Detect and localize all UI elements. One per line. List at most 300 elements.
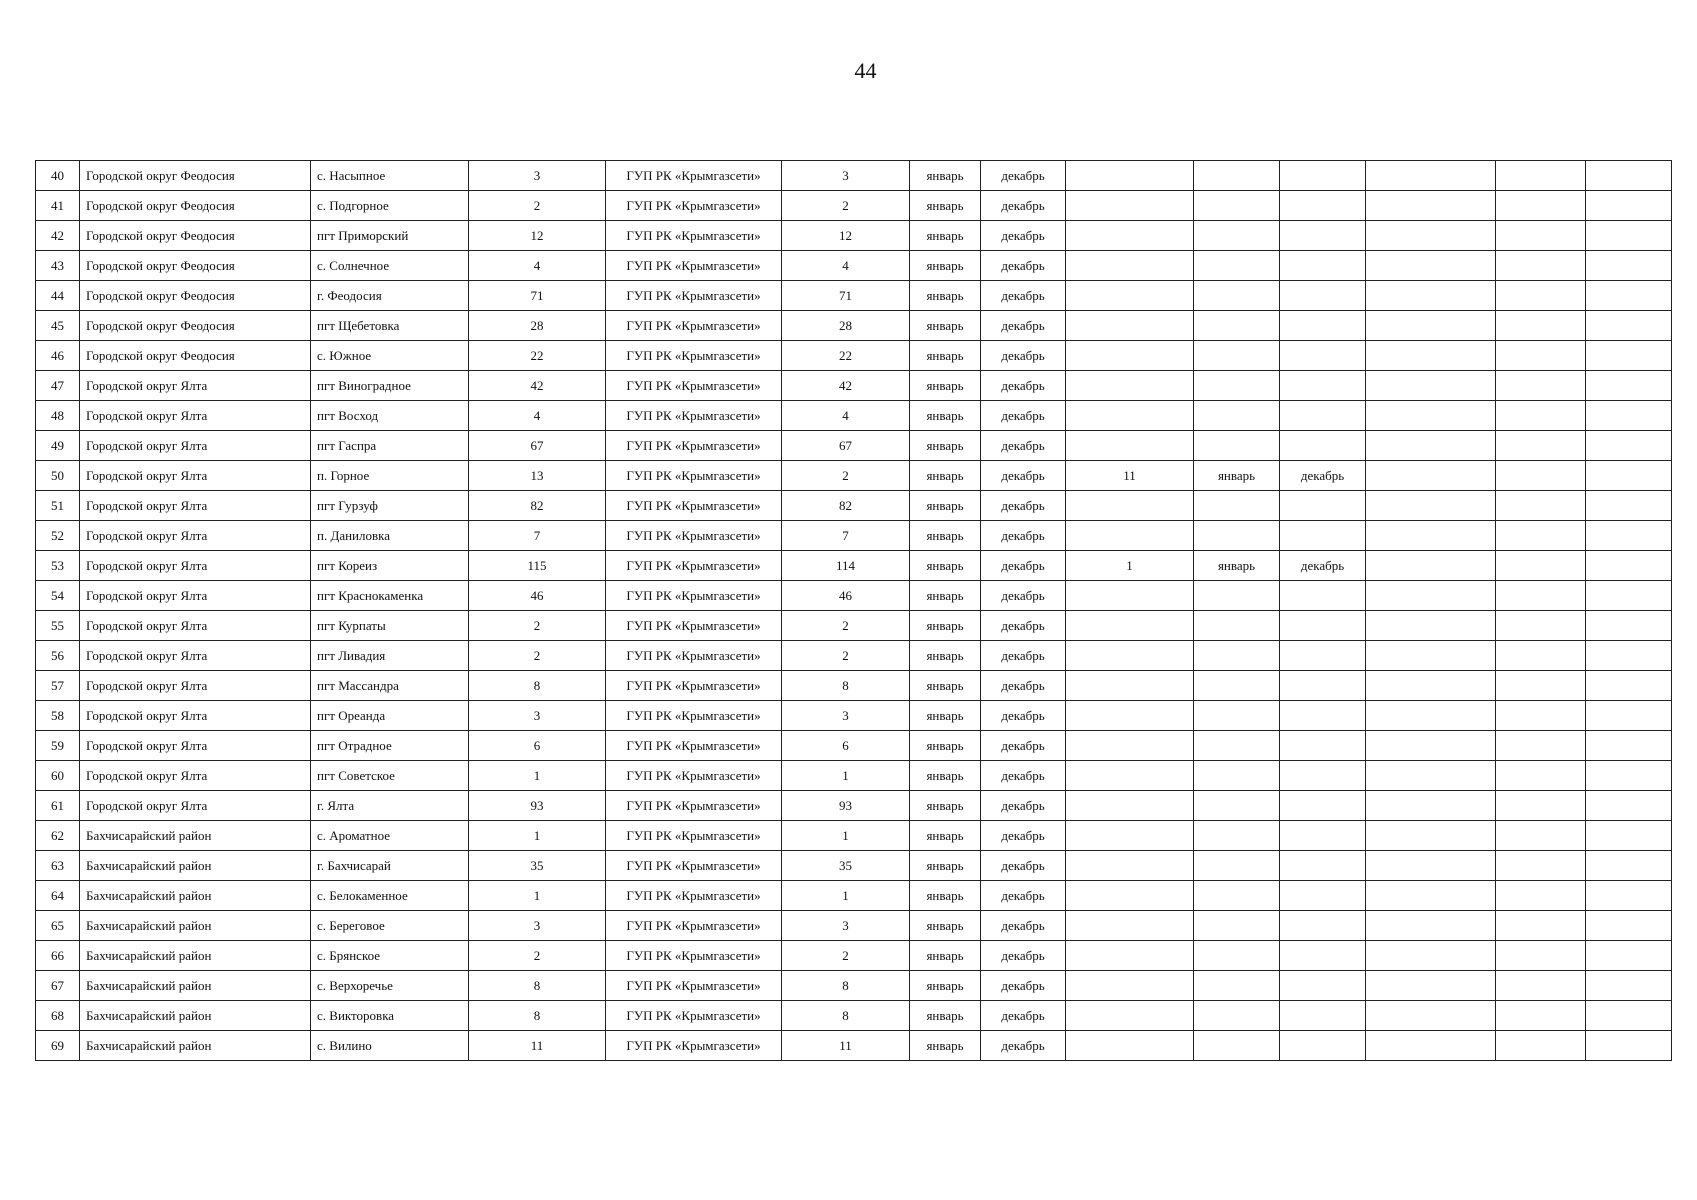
extra-start-month-cell — [1194, 851, 1280, 881]
organization-cell: ГУП РК «Крымгазсети» — [606, 761, 782, 791]
settlement-cell: с. Береговое — [311, 911, 469, 941]
empty-cell-2 — [1496, 1001, 1586, 1031]
settlement-cell: пгт Курпаты — [311, 611, 469, 641]
extra-end-month-cell — [1280, 1031, 1366, 1061]
extra-start-month-cell — [1194, 971, 1280, 1001]
district-cell: Городской округ Ялта — [80, 491, 311, 521]
extra-start-month-cell — [1194, 731, 1280, 761]
table-row — [36, 881, 1672, 911]
extra-start-month-cell — [1194, 251, 1280, 281]
empty-cell-1 — [1366, 221, 1496, 251]
extra-start-month-cell — [1194, 371, 1280, 401]
start-month-cell: январь — [910, 761, 981, 791]
table-body — [36, 161, 1672, 1061]
start-month-cell: январь — [910, 431, 981, 461]
empty-cell-1 — [1366, 641, 1496, 671]
district-cell: Городской округ Феодосия — [80, 251, 311, 281]
start-month-cell: январь — [910, 671, 981, 701]
settlement-cell: пгт Советское — [311, 761, 469, 791]
extra-count-cell — [1066, 311, 1194, 341]
start-month-cell: январь — [910, 251, 981, 281]
empty-cell-2 — [1496, 551, 1586, 581]
empty-cell-3 — [1586, 731, 1672, 761]
empty-cell-3 — [1586, 491, 1672, 521]
extra-start-month-cell — [1194, 1031, 1280, 1061]
empty-cell-2 — [1496, 161, 1586, 191]
empty-cell-1 — [1366, 911, 1496, 941]
empty-cell-3 — [1586, 1001, 1672, 1031]
settlement-cell: пгт Щебетовка — [311, 311, 469, 341]
count-cell: 2 — [782, 641, 910, 671]
empty-cell-3 — [1586, 701, 1672, 731]
extra-count-cell — [1066, 161, 1194, 191]
empty-cell-3 — [1586, 761, 1672, 791]
empty-cell-2 — [1496, 881, 1586, 911]
empty-cell-1 — [1366, 731, 1496, 761]
row-number: 53 — [36, 551, 80, 581]
settlement-cell: г. Феодосия — [311, 281, 469, 311]
empty-cell-2 — [1496, 491, 1586, 521]
page-number-text: 44 — [854, 58, 877, 83]
count-cell: 2 — [782, 191, 910, 221]
end-month-cell: декабрь — [981, 701, 1066, 731]
total-count-cell: 1 — [469, 761, 606, 791]
total-count-cell: 2 — [469, 191, 606, 221]
count-cell: 8 — [782, 971, 910, 1001]
organization-cell: ГУП РК «Крымгазсети» — [606, 251, 782, 281]
start-month-cell: январь — [910, 311, 981, 341]
empty-cell-2 — [1496, 851, 1586, 881]
extra-start-month-cell — [1194, 341, 1280, 371]
end-month-cell: декабрь — [981, 251, 1066, 281]
total-count-cell: 28 — [469, 311, 606, 341]
end-month-cell: декабрь — [981, 611, 1066, 641]
table-row — [36, 701, 1672, 731]
empty-cell-3 — [1586, 311, 1672, 341]
row-number: 60 — [36, 761, 80, 791]
count-cell: 1 — [782, 761, 910, 791]
total-count-cell: 46 — [469, 581, 606, 611]
count-cell: 114 — [782, 551, 910, 581]
empty-cell-1 — [1366, 881, 1496, 911]
end-month-cell: декабрь — [981, 761, 1066, 791]
settlement-cell: пгт Краснокаменка — [311, 581, 469, 611]
count-cell: 67 — [782, 431, 910, 461]
table-row — [36, 821, 1672, 851]
extra-end-month-cell — [1280, 821, 1366, 851]
empty-cell-3 — [1586, 371, 1672, 401]
empty-cell-2 — [1496, 341, 1586, 371]
extra-end-month-cell — [1280, 971, 1366, 1001]
count-cell: 71 — [782, 281, 910, 311]
settlement-cell: с. Солнечное — [311, 251, 469, 281]
row-number: 41 — [36, 191, 80, 221]
district-cell: Бахчисарайский район — [80, 821, 311, 851]
district-cell: Бахчисарайский район — [80, 881, 311, 911]
count-cell: 11 — [782, 1031, 910, 1061]
organization-cell: ГУП РК «Крымгазсети» — [606, 611, 782, 641]
empty-cell-1 — [1366, 161, 1496, 191]
empty-cell-2 — [1496, 611, 1586, 641]
empty-cell-3 — [1586, 581, 1672, 611]
count-cell: 6 — [782, 731, 910, 761]
district-cell: Городской округ Ялта — [80, 371, 311, 401]
extra-end-month-cell — [1280, 671, 1366, 701]
district-cell: Городской округ Ялта — [80, 551, 311, 581]
empty-cell-2 — [1496, 761, 1586, 791]
total-count-cell: 2 — [469, 941, 606, 971]
total-count-cell: 11 — [469, 1031, 606, 1061]
start-month-cell: январь — [910, 731, 981, 761]
end-month-cell: декабрь — [981, 671, 1066, 701]
table-row — [36, 761, 1672, 791]
table-row — [36, 191, 1672, 221]
extra-count-cell — [1066, 881, 1194, 911]
table-row — [36, 281, 1672, 311]
row-number: 54 — [36, 581, 80, 611]
table-row — [36, 971, 1672, 1001]
empty-cell-2 — [1496, 581, 1586, 611]
end-month-cell: декабрь — [981, 461, 1066, 491]
extra-start-month-cell — [1194, 911, 1280, 941]
district-cell: Городской округ Ялта — [80, 461, 311, 491]
empty-cell-3 — [1586, 551, 1672, 581]
table-row — [36, 581, 1672, 611]
row-number: 64 — [36, 881, 80, 911]
empty-cell-1 — [1366, 551, 1496, 581]
row-number: 67 — [36, 971, 80, 1001]
row-number: 56 — [36, 641, 80, 671]
district-cell: Городской округ Ялта — [80, 581, 311, 611]
extra-count-cell — [1066, 971, 1194, 1001]
end-month-cell: декабрь — [981, 341, 1066, 371]
empty-cell-3 — [1586, 521, 1672, 551]
row-number: 48 — [36, 401, 80, 431]
row-number: 50 — [36, 461, 80, 491]
end-month-cell: декабрь — [981, 791, 1066, 821]
end-month-cell: декабрь — [981, 311, 1066, 341]
empty-cell-3 — [1586, 971, 1672, 1001]
extra-start-month-cell — [1194, 221, 1280, 251]
row-number: 46 — [36, 341, 80, 371]
extra-start-month-cell — [1194, 821, 1280, 851]
start-month-cell: январь — [910, 611, 981, 641]
extra-start-month-cell — [1194, 641, 1280, 671]
extra-end-month-cell — [1280, 401, 1366, 431]
row-number: 55 — [36, 611, 80, 641]
row-number: 61 — [36, 791, 80, 821]
extra-end-month-cell — [1280, 611, 1366, 641]
start-month-cell: январь — [910, 491, 981, 521]
row-number: 63 — [36, 851, 80, 881]
row-number: 66 — [36, 941, 80, 971]
district-cell: Городской округ Феодосия — [80, 341, 311, 371]
extra-count-cell — [1066, 221, 1194, 251]
empty-cell-2 — [1496, 371, 1586, 401]
table-row — [36, 371, 1672, 401]
extra-end-month-cell — [1280, 161, 1366, 191]
row-number: 42 — [36, 221, 80, 251]
empty-cell-3 — [1586, 461, 1672, 491]
end-month-cell: декабрь — [981, 851, 1066, 881]
end-month-cell: декабрь — [981, 971, 1066, 1001]
total-count-cell: 8 — [469, 971, 606, 1001]
extra-count-cell — [1066, 191, 1194, 221]
total-count-cell: 7 — [469, 521, 606, 551]
settlement-cell: пгт Гурзуф — [311, 491, 469, 521]
start-month-cell: январь — [910, 221, 981, 251]
total-count-cell: 2 — [469, 611, 606, 641]
row-number: 65 — [36, 911, 80, 941]
extra-start-month-cell — [1194, 311, 1280, 341]
row-number: 40 — [36, 161, 80, 191]
extra-end-month-cell — [1280, 281, 1366, 311]
settlement-cell: с. Ароматное — [311, 821, 469, 851]
organization-cell: ГУП РК «Крымгазсети» — [606, 311, 782, 341]
empty-cell-1 — [1366, 1031, 1496, 1061]
end-month-cell: декабрь — [981, 191, 1066, 221]
empty-cell-2 — [1496, 971, 1586, 1001]
count-cell: 3 — [782, 701, 910, 731]
count-cell: 42 — [782, 371, 910, 401]
page-number — [0, 58, 1697, 84]
start-month-cell: январь — [910, 281, 981, 311]
extra-start-month-cell: январь — [1194, 461, 1280, 491]
organization-cell: ГУП РК «Крымгазсети» — [606, 641, 782, 671]
extra-start-month-cell — [1194, 521, 1280, 551]
table-row — [36, 1031, 1672, 1061]
organization-cell: ГУП РК «Крымгазсети» — [606, 281, 782, 311]
start-month-cell: январь — [910, 791, 981, 821]
empty-cell-1 — [1366, 491, 1496, 521]
extra-count-cell: 1 — [1066, 551, 1194, 581]
end-month-cell: декабрь — [981, 581, 1066, 611]
district-cell: Городской округ Феодосия — [80, 221, 311, 251]
empty-cell-3 — [1586, 821, 1672, 851]
district-cell: Городской округ Ялта — [80, 731, 311, 761]
start-month-cell: январь — [910, 881, 981, 911]
district-cell: Городской округ Ялта — [80, 791, 311, 821]
empty-cell-2 — [1496, 941, 1586, 971]
extra-end-month-cell — [1280, 641, 1366, 671]
empty-cell-1 — [1366, 851, 1496, 881]
district-cell: Городской округ Ялта — [80, 401, 311, 431]
empty-cell-2 — [1496, 281, 1586, 311]
start-month-cell: январь — [910, 371, 981, 401]
empty-cell-2 — [1496, 911, 1586, 941]
empty-cell-3 — [1586, 791, 1672, 821]
count-cell: 4 — [782, 401, 910, 431]
total-count-cell: 67 — [469, 431, 606, 461]
start-month-cell: январь — [910, 161, 981, 191]
district-cell: Городской округ Ялта — [80, 761, 311, 791]
extra-end-month-cell — [1280, 431, 1366, 461]
empty-cell-3 — [1586, 251, 1672, 281]
row-number: 45 — [36, 311, 80, 341]
extra-end-month-cell — [1280, 881, 1366, 911]
table-row — [36, 611, 1672, 641]
extra-end-month-cell — [1280, 761, 1366, 791]
count-cell: 1 — [782, 881, 910, 911]
settlement-cell: с. Белокаменное — [311, 881, 469, 911]
row-number: 44 — [36, 281, 80, 311]
end-month-cell: декабрь — [981, 1001, 1066, 1031]
total-count-cell: 93 — [469, 791, 606, 821]
total-count-cell: 8 — [469, 671, 606, 701]
extra-count-cell — [1066, 521, 1194, 551]
empty-cell-2 — [1496, 221, 1586, 251]
extra-count-cell — [1066, 581, 1194, 611]
start-month-cell: январь — [910, 851, 981, 881]
settlement-cell: г. Ялта — [311, 791, 469, 821]
table-row — [36, 791, 1672, 821]
count-cell: 82 — [782, 491, 910, 521]
row-number: 62 — [36, 821, 80, 851]
organization-cell: ГУП РК «Крымгазсети» — [606, 371, 782, 401]
total-count-cell: 22 — [469, 341, 606, 371]
settlement-cell: пгт Массандра — [311, 671, 469, 701]
row-number: 57 — [36, 671, 80, 701]
empty-cell-3 — [1586, 1031, 1672, 1061]
extra-count-cell — [1066, 341, 1194, 371]
extra-end-month-cell — [1280, 191, 1366, 221]
empty-cell-3 — [1586, 191, 1672, 221]
row-number: 51 — [36, 491, 80, 521]
extra-start-month-cell — [1194, 611, 1280, 641]
extra-start-month-cell — [1194, 491, 1280, 521]
organization-cell: ГУП РК «Крымгазсети» — [606, 851, 782, 881]
total-count-cell: 8 — [469, 1001, 606, 1031]
start-month-cell: январь — [910, 641, 981, 671]
table-row — [36, 551, 1672, 581]
district-cell: Городской округ Ялта — [80, 611, 311, 641]
settlement-cell: с. Насыпное — [311, 161, 469, 191]
empty-cell-2 — [1496, 191, 1586, 221]
settlement-cell: пгт Кореиз — [311, 551, 469, 581]
district-cell: Городской округ Феодосия — [80, 281, 311, 311]
district-cell: Городской округ Феодосия — [80, 311, 311, 341]
start-month-cell: январь — [910, 521, 981, 551]
row-number: 59 — [36, 731, 80, 761]
empty-cell-3 — [1586, 641, 1672, 671]
extra-end-month-cell — [1280, 371, 1366, 401]
total-count-cell: 1 — [469, 821, 606, 851]
extra-end-month-cell: декабрь — [1280, 461, 1366, 491]
total-count-cell: 6 — [469, 731, 606, 761]
empty-cell-3 — [1586, 911, 1672, 941]
start-month-cell: январь — [910, 461, 981, 491]
extra-end-month-cell: декабрь — [1280, 551, 1366, 581]
empty-cell-1 — [1366, 701, 1496, 731]
extra-end-month-cell — [1280, 851, 1366, 881]
extra-start-month-cell — [1194, 191, 1280, 221]
settlement-cell: пгт Виноградное — [311, 371, 469, 401]
settlement-cell: с. Подгорное — [311, 191, 469, 221]
table-row — [36, 671, 1672, 701]
start-month-cell: январь — [910, 911, 981, 941]
data-table — [35, 160, 1672, 1061]
empty-cell-2 — [1496, 1031, 1586, 1061]
settlement-cell: пгт Восход — [311, 401, 469, 431]
extra-start-month-cell — [1194, 161, 1280, 191]
organization-cell: ГУП РК «Крымгазсети» — [606, 461, 782, 491]
extra-count-cell — [1066, 821, 1194, 851]
settlement-cell: с. Викторовка — [311, 1001, 469, 1031]
empty-cell-1 — [1366, 341, 1496, 371]
count-cell: 35 — [782, 851, 910, 881]
extra-end-month-cell — [1280, 221, 1366, 251]
empty-cell-2 — [1496, 641, 1586, 671]
extra-count-cell — [1066, 851, 1194, 881]
extra-end-month-cell — [1280, 311, 1366, 341]
district-cell: Городской округ Феодосия — [80, 161, 311, 191]
extra-end-month-cell — [1280, 251, 1366, 281]
settlement-cell: пгт Отрадное — [311, 731, 469, 761]
total-count-cell: 2 — [469, 641, 606, 671]
extra-start-month-cell — [1194, 881, 1280, 911]
settlement-cell: с. Южное — [311, 341, 469, 371]
district-cell: Бахчисарайский район — [80, 911, 311, 941]
empty-cell-1 — [1366, 461, 1496, 491]
empty-cell-2 — [1496, 401, 1586, 431]
organization-cell: ГУП РК «Крымгазсети» — [606, 401, 782, 431]
count-cell: 12 — [782, 221, 910, 251]
start-month-cell: январь — [910, 701, 981, 731]
row-number: 52 — [36, 521, 80, 551]
empty-cell-1 — [1366, 821, 1496, 851]
organization-cell: ГУП РК «Крымгазсети» — [606, 581, 782, 611]
organization-cell: ГУП РК «Крымгазсети» — [606, 491, 782, 521]
extra-count-cell — [1066, 1001, 1194, 1031]
total-count-cell: 42 — [469, 371, 606, 401]
organization-cell: ГУП РК «Крымгазсети» — [606, 521, 782, 551]
table-row — [36, 521, 1672, 551]
empty-cell-1 — [1366, 371, 1496, 401]
count-cell: 2 — [782, 461, 910, 491]
empty-cell-1 — [1366, 401, 1496, 431]
organization-cell: ГУП РК «Крымгазсети» — [606, 911, 782, 941]
extra-count-cell — [1066, 251, 1194, 281]
empty-cell-1 — [1366, 521, 1496, 551]
extra-count-cell — [1066, 281, 1194, 311]
organization-cell: ГУП РК «Крымгазсети» — [606, 671, 782, 701]
organization-cell: ГУП РК «Крымгазсети» — [606, 551, 782, 581]
count-cell: 2 — [782, 611, 910, 641]
district-cell: Городской округ Ялта — [80, 521, 311, 551]
start-month-cell: январь — [910, 821, 981, 851]
total-count-cell: 13 — [469, 461, 606, 491]
empty-cell-3 — [1586, 431, 1672, 461]
count-cell: 8 — [782, 671, 910, 701]
empty-cell-1 — [1366, 311, 1496, 341]
empty-cell-3 — [1586, 611, 1672, 641]
row-number: 68 — [36, 1001, 80, 1031]
end-month-cell: декабрь — [981, 281, 1066, 311]
extra-end-month-cell — [1280, 941, 1366, 971]
extra-count-cell: 11 — [1066, 461, 1194, 491]
extra-count-cell — [1066, 941, 1194, 971]
extra-start-month-cell — [1194, 431, 1280, 461]
row-number: 43 — [36, 251, 80, 281]
district-cell: Бахчисарайский район — [80, 1031, 311, 1061]
organization-cell: ГУП РК «Крымгазсети» — [606, 221, 782, 251]
row-number: 49 — [36, 431, 80, 461]
settlement-cell: п. Даниловка — [311, 521, 469, 551]
extra-count-cell — [1066, 731, 1194, 761]
end-month-cell: декабрь — [981, 371, 1066, 401]
empty-cell-1 — [1366, 971, 1496, 1001]
table-row — [36, 161, 1672, 191]
